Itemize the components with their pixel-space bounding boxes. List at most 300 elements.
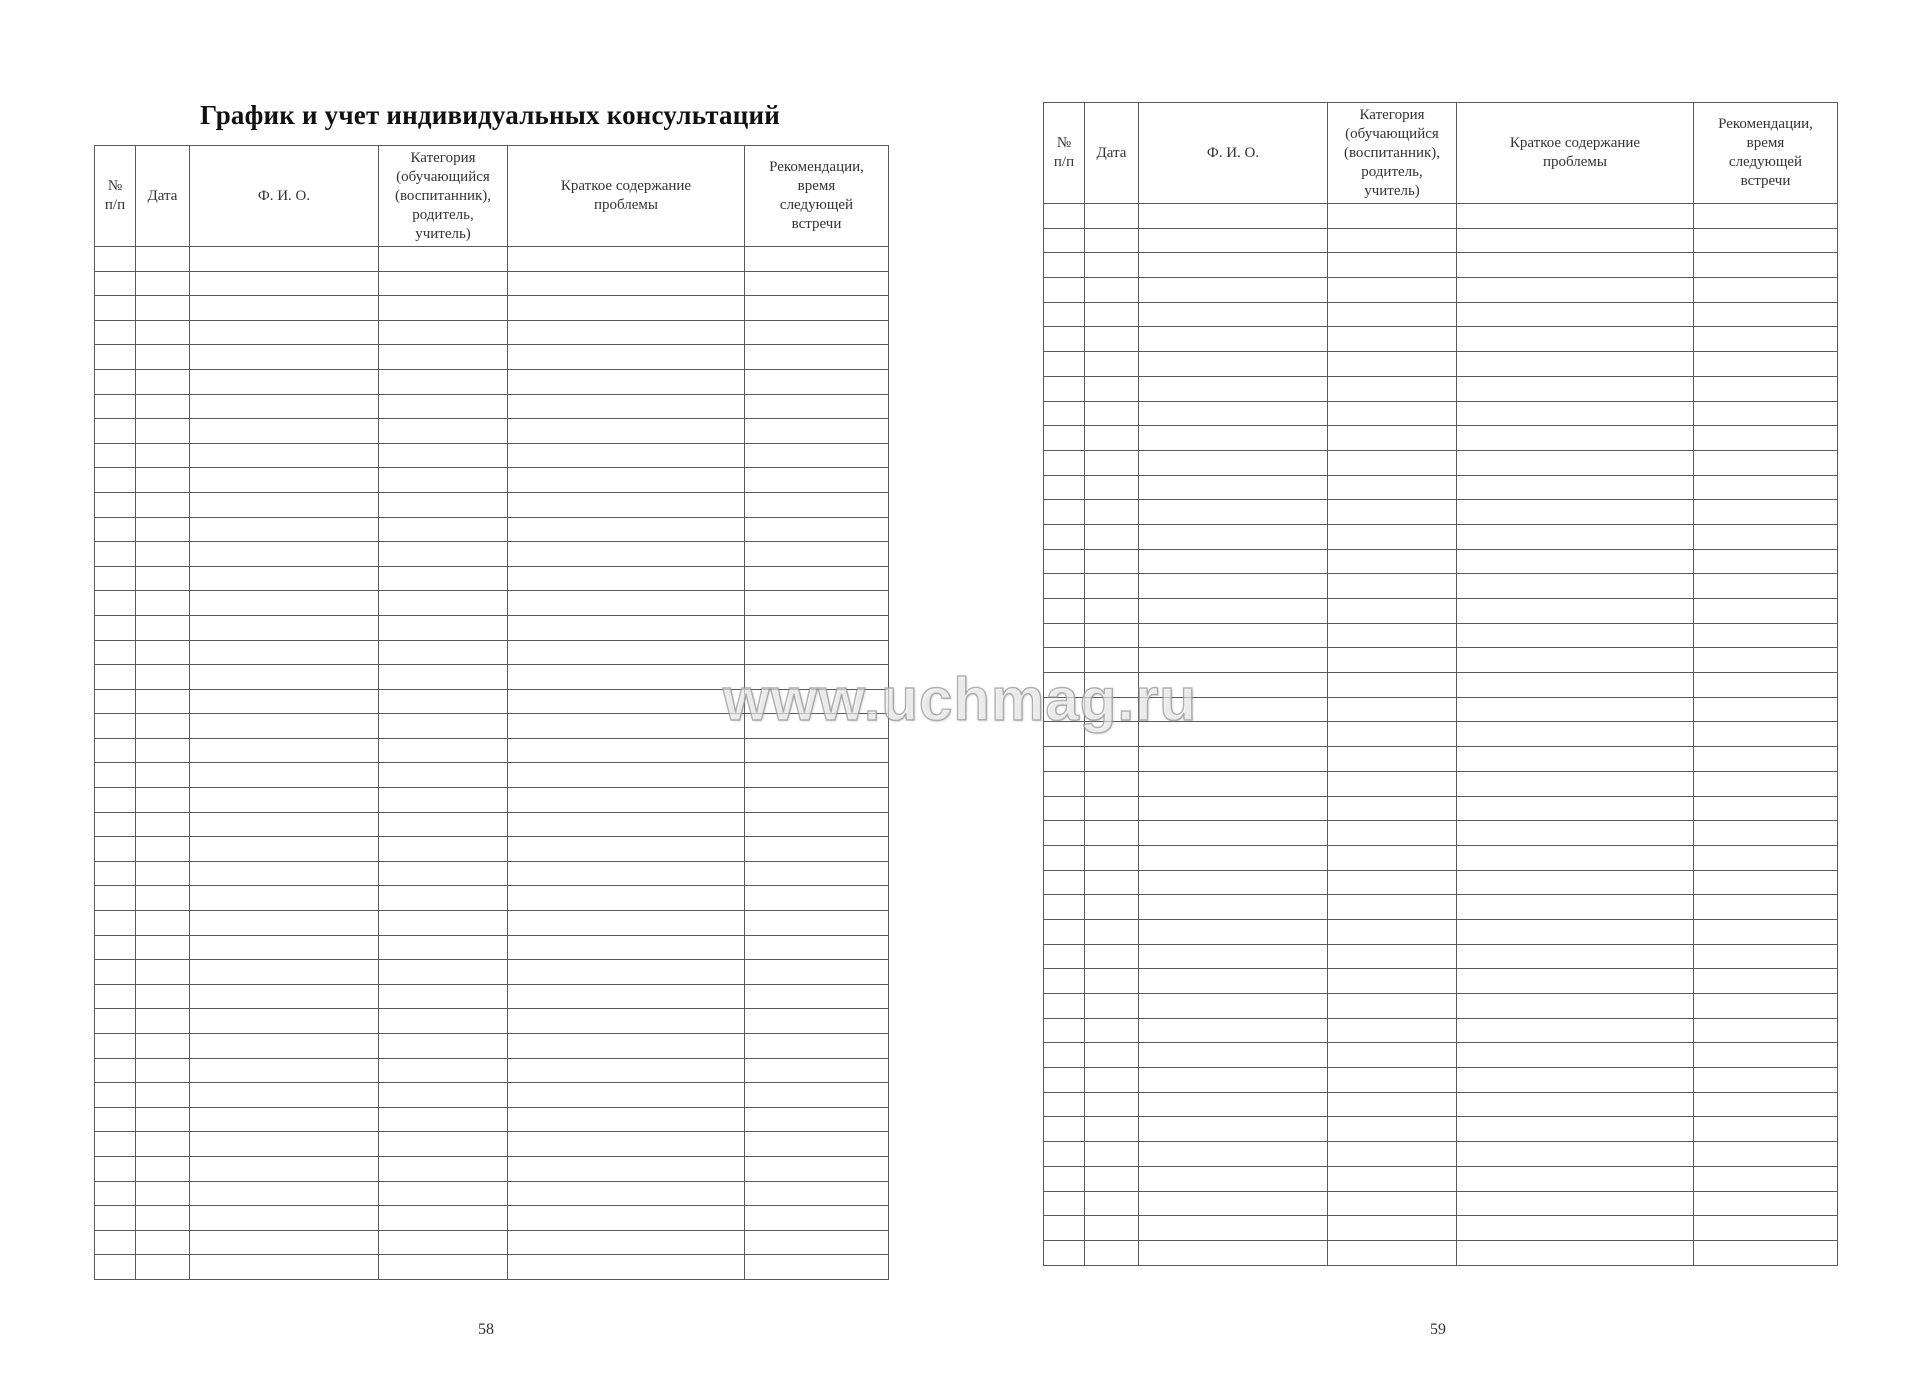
cell-category [1328, 747, 1457, 772]
cell-problem-summary [508, 788, 745, 813]
cell-date [1085, 426, 1139, 451]
cell-full-name [190, 861, 379, 886]
cell-recommendations [1694, 1142, 1838, 1167]
cell-problem-summary [508, 492, 745, 517]
cell-number [95, 566, 136, 591]
cell-date [136, 566, 190, 591]
cell-category [1328, 426, 1457, 451]
cell-recommendations [745, 960, 889, 985]
cell-recommendations [1694, 253, 1838, 278]
table-row [1044, 747, 1838, 772]
cell-full-name [190, 911, 379, 936]
header-number: № п/п [1044, 103, 1085, 204]
cell-category [379, 443, 508, 468]
cell-recommendations [745, 812, 889, 837]
cell-full-name [1139, 919, 1328, 944]
cell-category [1328, 524, 1457, 549]
cell-recommendations [745, 984, 889, 1009]
cell-date [136, 837, 190, 862]
cell-number [95, 443, 136, 468]
cell-number [95, 1058, 136, 1083]
cell-number [95, 517, 136, 542]
cell-date [1085, 1092, 1139, 1117]
table-row [95, 1206, 889, 1231]
cell-problem-summary [508, 689, 745, 714]
cell-recommendations [745, 419, 889, 444]
cell-recommendations [1694, 278, 1838, 303]
cell-category [379, 812, 508, 837]
cell-recommendations [745, 837, 889, 862]
cell-problem-summary [1457, 253, 1694, 278]
cell-full-name [1139, 352, 1328, 377]
cell-recommendations [1694, 1166, 1838, 1191]
cell-number [1044, 722, 1085, 747]
cell-problem-summary [1457, 500, 1694, 525]
cell-date [136, 591, 190, 616]
table-row [95, 1230, 889, 1255]
cell-recommendations [745, 861, 889, 886]
cell-full-name [190, 615, 379, 640]
table-row [95, 1107, 889, 1132]
cell-number [1044, 673, 1085, 698]
cell-date [136, 1058, 190, 1083]
cell-number [95, 960, 136, 985]
cell-category [379, 837, 508, 862]
cell-full-name [190, 812, 379, 837]
cell-number [1044, 327, 1085, 352]
cell-recommendations [1694, 1092, 1838, 1117]
cell-category [1328, 623, 1457, 648]
cell-full-name [190, 542, 379, 567]
cell-full-name [1139, 845, 1328, 870]
cell-date [136, 935, 190, 960]
page-right [960, 0, 1920, 1392]
table-row [95, 738, 889, 763]
cell-number [1044, 500, 1085, 525]
cell-number [1044, 697, 1085, 722]
cell-full-name [190, 738, 379, 763]
cell-problem-summary [508, 935, 745, 960]
cell-recommendations [745, 566, 889, 591]
cell-full-name [1139, 1043, 1328, 1068]
cell-category [379, 935, 508, 960]
cell-recommendations [1694, 697, 1838, 722]
cell-recommendations [745, 788, 889, 813]
watermark: www.uchmag.ru [722, 666, 1198, 733]
cell-date [136, 665, 190, 690]
table-row [95, 911, 889, 936]
cell-full-name [190, 763, 379, 788]
cell-date [1085, 895, 1139, 920]
cell-date [136, 492, 190, 517]
cell-category [379, 665, 508, 690]
cell-date [1085, 278, 1139, 303]
cell-full-name [1139, 1240, 1328, 1265]
cell-full-name [1139, 623, 1328, 648]
table-row [1044, 969, 1838, 994]
page-number-left: 58 [478, 1321, 494, 1338]
document-title: График и учет индивидуальных консультаций [200, 100, 780, 130]
cell-recommendations [1694, 475, 1838, 500]
cell-category [379, 738, 508, 763]
cell-number [95, 247, 136, 272]
cell-problem-summary [1457, 278, 1694, 303]
cell-full-name [190, 1156, 379, 1181]
cell-problem-summary [1457, 747, 1694, 772]
cell-number [95, 591, 136, 616]
cell-full-name [1139, 796, 1328, 821]
cell-category [379, 271, 508, 296]
cell-full-name [190, 1058, 379, 1083]
cell-category [379, 1156, 508, 1181]
table-row [95, 1181, 889, 1206]
cell-recommendations [745, 911, 889, 936]
cell-full-name [1139, 1142, 1328, 1167]
cell-category [379, 714, 508, 739]
cell-number [1044, 574, 1085, 599]
table-row [95, 984, 889, 1009]
cell-problem-summary [1457, 376, 1694, 401]
header-recommendations: Рекомендации, время следующей встречи [1694, 103, 1838, 204]
cell-date [1085, 648, 1139, 673]
cell-date [136, 714, 190, 739]
table-row [1044, 524, 1838, 549]
cell-recommendations [1694, 623, 1838, 648]
cell-full-name [190, 640, 379, 665]
table-row [95, 345, 889, 370]
cell-date [136, 394, 190, 419]
cell-date [1085, 524, 1139, 549]
cell-number [95, 492, 136, 517]
cell-number [95, 369, 136, 394]
cell-date [136, 517, 190, 542]
cell-full-name [1139, 599, 1328, 624]
cell-full-name [1139, 1191, 1328, 1216]
cell-date [136, 296, 190, 321]
cell-problem-summary [1457, 895, 1694, 920]
cell-problem-summary [1457, 327, 1694, 352]
cell-recommendations [1694, 302, 1838, 327]
cell-number [1044, 969, 1085, 994]
header-problem-summary: Краткое содержание проблемы [508, 146, 745, 247]
cell-date [1085, 500, 1139, 525]
cell-number [95, 911, 136, 936]
cell-date [136, 1181, 190, 1206]
cell-recommendations [745, 247, 889, 272]
cell-number [95, 1181, 136, 1206]
cell-problem-summary [1457, 1092, 1694, 1117]
cell-problem-summary [1457, 648, 1694, 673]
cell-number [1044, 1043, 1085, 1068]
cell-category [379, 247, 508, 272]
cell-date [1085, 1216, 1139, 1241]
cell-number [1044, 302, 1085, 327]
table-row [1044, 845, 1838, 870]
table-row [95, 1034, 889, 1059]
cell-full-name [1139, 1092, 1328, 1117]
cell-recommendations [745, 1009, 889, 1034]
table-row [95, 714, 889, 739]
cell-number [1044, 278, 1085, 303]
cell-recommendations [1694, 1068, 1838, 1093]
cell-number [95, 665, 136, 690]
cell-category [1328, 228, 1457, 253]
cell-problem-summary [508, 763, 745, 788]
table-row [1044, 1043, 1838, 1068]
cell-number [95, 1132, 136, 1157]
cell-problem-summary [1457, 673, 1694, 698]
cell-problem-summary [508, 345, 745, 370]
table-row [95, 394, 889, 419]
cell-category [1328, 697, 1457, 722]
cell-date [1085, 1142, 1139, 1167]
cell-date [136, 1009, 190, 1034]
cell-number [1044, 352, 1085, 377]
cell-date [136, 911, 190, 936]
cell-number [1044, 648, 1085, 673]
cell-category [379, 1255, 508, 1280]
table-row [95, 1132, 889, 1157]
cell-problem-summary [1457, 821, 1694, 846]
cell-number [95, 935, 136, 960]
cell-category [379, 1058, 508, 1083]
cell-date [1085, 722, 1139, 747]
cell-full-name [190, 419, 379, 444]
cell-problem-summary [1457, 944, 1694, 969]
table-row [1044, 1142, 1838, 1167]
cell-full-name [1139, 253, 1328, 278]
cell-recommendations [745, 320, 889, 345]
cell-category [379, 468, 508, 493]
cell-category [1328, 994, 1457, 1019]
cell-full-name [190, 320, 379, 345]
cell-recommendations [745, 296, 889, 321]
cell-number [1044, 228, 1085, 253]
cell-category [379, 1107, 508, 1132]
cell-problem-summary [508, 296, 745, 321]
cell-number [1044, 845, 1085, 870]
cell-recommendations [1694, 426, 1838, 451]
cell-number [1044, 475, 1085, 500]
header-full-name: Ф. И. О. [1139, 103, 1328, 204]
table-row [95, 886, 889, 911]
cell-problem-summary [508, 812, 745, 837]
cell-number [95, 271, 136, 296]
cell-date [1085, 969, 1139, 994]
cell-problem-summary [508, 1107, 745, 1132]
table-row [1044, 919, 1838, 944]
cell-category [379, 788, 508, 813]
table-row [95, 640, 889, 665]
table-row [1044, 1166, 1838, 1191]
cell-category [379, 492, 508, 517]
cell-date [136, 812, 190, 837]
table-row [1044, 549, 1838, 574]
cell-recommendations [1694, 1240, 1838, 1265]
cell-full-name [190, 247, 379, 272]
cell-full-name [190, 714, 379, 739]
cell-problem-summary [1457, 524, 1694, 549]
cell-number [95, 984, 136, 1009]
cell-full-name [190, 984, 379, 1009]
cell-category [1328, 1216, 1457, 1241]
table-row [1044, 1092, 1838, 1117]
cell-problem-summary [1457, 302, 1694, 327]
cell-recommendations [1694, 327, 1838, 352]
cell-problem-summary [1457, 401, 1694, 426]
cell-category [1328, 648, 1457, 673]
cell-problem-summary [508, 247, 745, 272]
cell-number [1044, 771, 1085, 796]
cell-recommendations [745, 1083, 889, 1108]
cell-category [379, 296, 508, 321]
cell-category [1328, 895, 1457, 920]
cell-problem-summary [508, 320, 745, 345]
cell-problem-summary [508, 443, 745, 468]
cell-date [1085, 1068, 1139, 1093]
cell-number [95, 345, 136, 370]
cell-full-name [1139, 1068, 1328, 1093]
table-row [1044, 648, 1838, 673]
cell-recommendations [745, 615, 889, 640]
table-row [95, 960, 889, 985]
cell-number [1044, 549, 1085, 574]
table-row [1044, 944, 1838, 969]
cell-date [1085, 673, 1139, 698]
cell-number [1044, 253, 1085, 278]
cell-full-name [1139, 426, 1328, 451]
cell-category [1328, 204, 1457, 229]
cell-full-name [190, 1230, 379, 1255]
cell-full-name [1139, 549, 1328, 574]
cell-problem-summary [508, 1009, 745, 1034]
cell-recommendations [745, 1132, 889, 1157]
cell-problem-summary [1457, 228, 1694, 253]
cell-full-name [1139, 500, 1328, 525]
cell-problem-summary [508, 837, 745, 862]
page-number-right: 59 [1430, 1321, 1446, 1338]
cell-problem-summary [1457, 623, 1694, 648]
cell-problem-summary [508, 960, 745, 985]
cell-number [95, 1255, 136, 1280]
cell-category [1328, 574, 1457, 599]
cell-full-name [190, 443, 379, 468]
cell-full-name [190, 689, 379, 714]
table-row [1044, 500, 1838, 525]
cell-problem-summary [508, 911, 745, 936]
cell-recommendations [1694, 895, 1838, 920]
cell-date [136, 1034, 190, 1059]
cell-category [1328, 278, 1457, 303]
cell-problem-summary [508, 738, 745, 763]
table-row [1044, 352, 1838, 377]
cell-category [379, 566, 508, 591]
cell-problem-summary [1457, 450, 1694, 475]
cell-problem-summary [1457, 475, 1694, 500]
cell-date [136, 960, 190, 985]
cell-date [136, 1107, 190, 1132]
table-row [95, 1156, 889, 1181]
cell-date [1085, 747, 1139, 772]
cell-category [1328, 1191, 1457, 1216]
table-row [95, 542, 889, 567]
cell-date [1085, 994, 1139, 1019]
table-row [95, 763, 889, 788]
cell-full-name [190, 935, 379, 960]
table-row [1044, 994, 1838, 1019]
cell-number [95, 1156, 136, 1181]
cell-date [136, 1206, 190, 1231]
cell-full-name [190, 566, 379, 591]
table-row [1044, 870, 1838, 895]
cell-date [136, 615, 190, 640]
table-row [95, 1083, 889, 1108]
table-row [1044, 821, 1838, 846]
cell-number [95, 296, 136, 321]
cell-number [95, 812, 136, 837]
table-row [1044, 376, 1838, 401]
cell-category [379, 1083, 508, 1108]
cell-category [1328, 771, 1457, 796]
cell-number [95, 1206, 136, 1231]
cell-problem-summary [1457, 1117, 1694, 1142]
table-row [95, 1009, 889, 1034]
cell-problem-summary [1457, 1216, 1694, 1241]
cell-problem-summary [508, 468, 745, 493]
cell-category [1328, 1068, 1457, 1093]
cell-number [95, 394, 136, 419]
cell-recommendations [745, 665, 889, 690]
cell-full-name [1139, 302, 1328, 327]
cell-category [379, 517, 508, 542]
cell-full-name [190, 271, 379, 296]
cell-date [1085, 327, 1139, 352]
table-row [1044, 228, 1838, 253]
cell-recommendations [1694, 845, 1838, 870]
cell-category [1328, 1142, 1457, 1167]
table-row [95, 615, 889, 640]
cell-recommendations [745, 394, 889, 419]
table-row [95, 1058, 889, 1083]
table-row [1044, 673, 1838, 698]
cell-problem-summary [1457, 845, 1694, 870]
cell-date [1085, 1043, 1139, 1068]
table-row [1044, 771, 1838, 796]
cell-category [1328, 401, 1457, 426]
header-date: Дата [1085, 103, 1139, 204]
cell-recommendations [745, 591, 889, 616]
cell-problem-summary [1457, 549, 1694, 574]
cell-recommendations [1694, 228, 1838, 253]
cell-category [1328, 500, 1457, 525]
header-category: Категория (обучающийся (воспитанник), родитель, учитель) [379, 146, 508, 247]
cell-number [1044, 1092, 1085, 1117]
table-row [95, 788, 889, 813]
header-category: Категория (обучающийся (воспитанник), родитель, учитель) [1328, 103, 1457, 204]
cell-full-name [1139, 747, 1328, 772]
cell-category [379, 1230, 508, 1255]
cell-recommendations [745, 738, 889, 763]
cell-category [1328, 1117, 1457, 1142]
table-row [95, 320, 889, 345]
cell-full-name [1139, 994, 1328, 1019]
cell-recommendations [745, 1206, 889, 1231]
cell-problem-summary [1457, 1018, 1694, 1043]
cell-problem-summary [1457, 697, 1694, 722]
table-row [1044, 204, 1838, 229]
cell-full-name [190, 394, 379, 419]
cell-recommendations [745, 1181, 889, 1206]
